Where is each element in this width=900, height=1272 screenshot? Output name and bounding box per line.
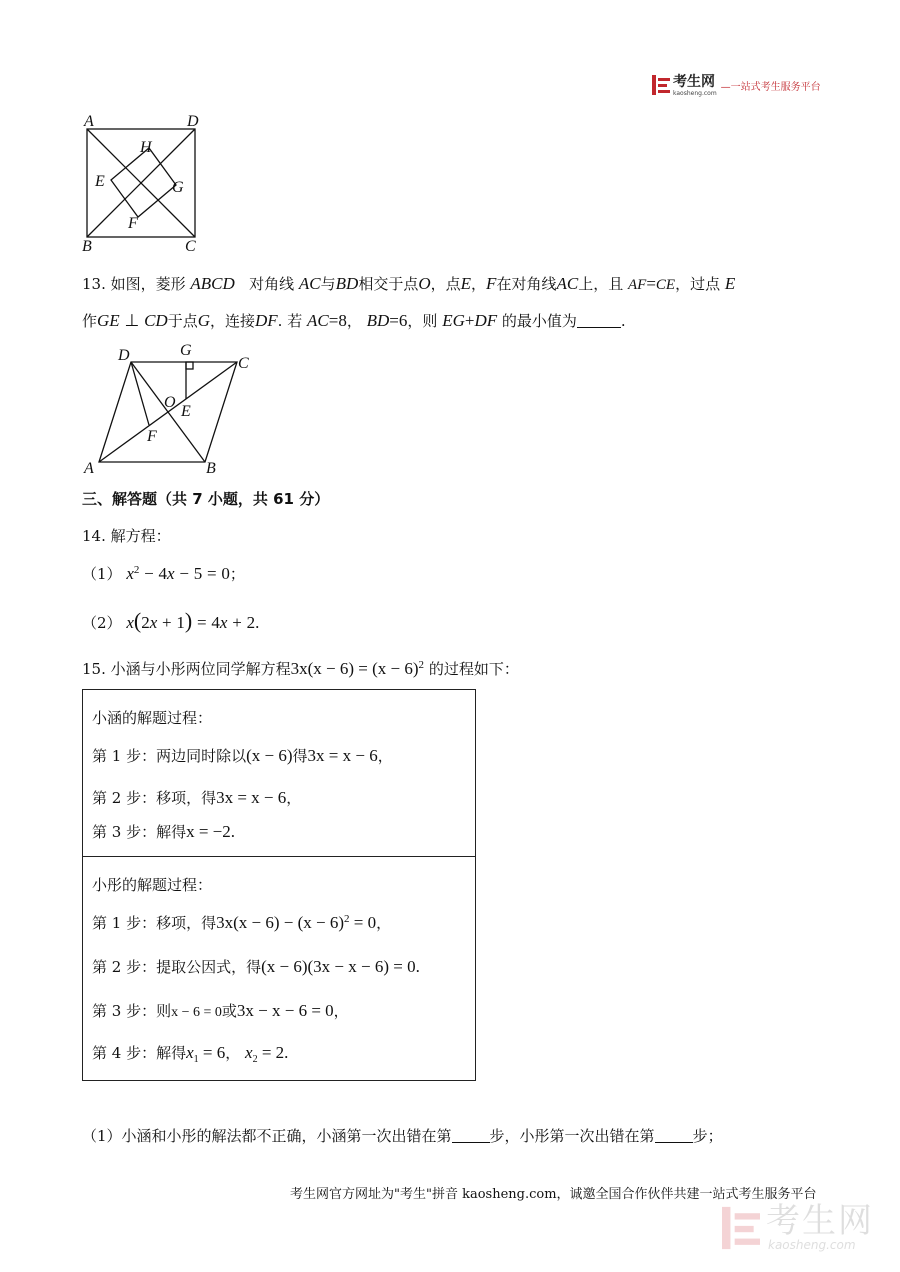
q13-text: ， — [471, 275, 487, 293]
fig12-label-f: F — [128, 215, 138, 232]
step-text: 第 3 步：解得 — [92, 823, 187, 841]
q13-math: AF — [627, 277, 647, 293]
q13-math: AC — [556, 274, 579, 293]
q13-math: EG — [442, 311, 465, 330]
step-text: ， — [376, 914, 392, 932]
xiaotong-step-1 — [92, 912, 391, 933]
q13-text: 于点 — [167, 312, 198, 330]
step-math: 2 — [252, 1054, 258, 1065]
q14-math: 2 — [141, 613, 150, 632]
q13-math: BD — [335, 274, 359, 293]
step-math: = 0 — [349, 913, 377, 932]
q14-math: 4 — [158, 564, 168, 583]
step-text: 第 2 步：提取公因式，得 — [92, 958, 262, 976]
q13-math: = — [646, 274, 656, 293]
step-math: = 2 — [257, 1043, 285, 1062]
q13-math: = — [389, 311, 399, 330]
q13-math: E — [460, 274, 472, 293]
q13-math: AC — [307, 311, 329, 330]
q13-math: F — [486, 274, 497, 293]
step-math: 3x = x − 6 — [307, 746, 378, 765]
q14-math: 5 — [193, 564, 203, 583]
q14-part-1 — [82, 563, 245, 584]
step-math: (x − 6)(3x − x − 6) = 0 — [261, 957, 416, 976]
q15-text: 步； — [692, 1127, 723, 1145]
q13-text: ，连接 — [209, 312, 255, 330]
logo-slogan-text: 一站式考生服务平台 — [730, 81, 821, 93]
q13-math: 8 — [338, 311, 347, 330]
logo-slogan: —一站式考生服务平台 — [720, 81, 821, 93]
xiaotong-solution-box — [82, 856, 476, 1081]
q14-stem: 14. 解方程： — [82, 527, 171, 545]
fig12-label-g: G — [172, 179, 184, 196]
step-math: . — [284, 1043, 289, 1062]
q15-stem — [82, 658, 519, 679]
step-math: x — [186, 1043, 194, 1062]
q13-math: ABCD — [190, 274, 235, 293]
xiaohan-step-1 — [92, 745, 393, 766]
fig13-label-a: A — [84, 460, 94, 477]
fig13-label-g: G — [180, 342, 192, 359]
q14-math: x — [126, 613, 134, 632]
figure-square-efgh — [78, 110, 208, 255]
q14-math: − — [144, 564, 154, 583]
q14-math: 2 — [133, 564, 140, 576]
q14-math: 1 — [176, 613, 185, 632]
step-text: 得 — [292, 747, 308, 765]
fig13-label-d: D — [118, 347, 130, 364]
step-math: 3x(x − 6) − (x − 6) — [216, 913, 345, 932]
step-math: x — [245, 1043, 253, 1062]
step-text: 第 1 步：两边同时除以 — [92, 747, 247, 765]
kaosheng-logo-icon — [652, 75, 670, 95]
q13-math: AC — [298, 274, 321, 293]
watermark-name: 考生网 — [766, 1201, 874, 1241]
fig13-label-b: B — [206, 460, 216, 477]
watermark-text — [760, 1201, 874, 1252]
q15-text: （1）小涵和小彤的解法都不正确，小涵第一次出错在第 — [82, 1127, 452, 1145]
step-text: 第 4 步：解得 — [92, 1044, 187, 1062]
q13-text: 13. 如图，菱形 — [82, 275, 186, 293]
q13-text: . — [620, 312, 626, 330]
q13-math: CE — [655, 277, 676, 293]
step-math: 3x = x − 6 — [216, 788, 287, 807]
q14-math: = — [207, 564, 217, 583]
step-math: 3x − x − 6 = 0 — [236, 1001, 334, 1020]
step-math: x = −2 — [186, 822, 231, 841]
q13-text: 的最小值为 — [501, 312, 577, 330]
q13-math: CD — [144, 311, 168, 330]
section-3-title: 三、解答题（共 7 小题，共 61 分） — [82, 490, 330, 508]
q14-math: x — [167, 564, 175, 583]
q13-math: ⊥ — [124, 311, 140, 330]
header-logo — [652, 72, 821, 98]
q13-text: 与 — [320, 275, 336, 293]
q13-text: 作 — [82, 312, 98, 330]
logo-text — [673, 72, 717, 98]
watermark — [722, 1201, 874, 1252]
q14-math: = — [197, 613, 207, 632]
q14-math: + — [232, 613, 242, 632]
q13-math: = — [328, 311, 339, 330]
step-text: ， — [286, 789, 302, 807]
q13-answer-blank[interactable] — [577, 313, 621, 328]
q14-p1-label: （1） — [82, 565, 122, 583]
q13-math: + — [464, 311, 475, 330]
q15-text: 的过程如下： — [428, 660, 519, 678]
q13-text: . 若 — [277, 312, 303, 330]
q13-math: 6 — [398, 311, 408, 330]
footer-text: 考生网官方网址为"考生"拼音 kaosheng.com，诚邀全国合作伙伴共建一站式考生服务平台 — [290, 1187, 817, 1202]
q13-text: 相交于点 — [358, 275, 419, 293]
q13-line-2 — [82, 310, 626, 331]
q14-math: ( — [133, 608, 142, 633]
q15-text: 步，小彤第一次出错在第 — [489, 1127, 655, 1145]
q14-math: 2 — [246, 613, 256, 632]
xiaotong-title: 小彤的解题过程： — [92, 876, 213, 894]
xiaohan-solution-box — [82, 689, 476, 857]
fig13-label-c: C — [238, 355, 249, 372]
q15-math: 2 — [418, 659, 425, 671]
xiaotong-step-3 — [92, 1000, 349, 1021]
q14-math: x — [126, 564, 134, 583]
q14-math: ) — [184, 608, 193, 633]
q13-math: DF — [255, 311, 278, 330]
logo-domain: kaosheng.com — [673, 90, 717, 97]
step-text: ， — [333, 1002, 349, 1020]
q15-blank-xiaotong[interactable] — [655, 1128, 693, 1143]
fig13-label-e: E — [181, 403, 191, 420]
q14-part-2 — [82, 608, 259, 634]
step-math: . — [230, 822, 236, 841]
q13-math: E — [724, 274, 736, 293]
fig12-label-h: H — [140, 139, 152, 156]
fig12-label-d: D — [187, 113, 199, 130]
q13-math: GE — [97, 311, 120, 330]
q13-math: DF — [474, 311, 498, 330]
xiaohan-step-2 — [92, 787, 301, 808]
q13-text: 对角线 — [249, 275, 295, 293]
logo-brand: 考生网 — [673, 74, 715, 90]
q13-text: ，过点 — [675, 275, 721, 293]
q13-line-1 — [82, 273, 735, 294]
xiaotong-step-4 — [92, 1042, 288, 1065]
step-math: 1 — [193, 1054, 199, 1065]
q14-text: ； — [229, 565, 245, 583]
q15-text: 15. 小涵与小彤两位同学解方程 — [82, 660, 291, 678]
fig12-label-e: E — [95, 173, 105, 190]
fig12-label-c: C — [185, 238, 196, 255]
fig12-label-a: A — [84, 113, 94, 130]
step-text: 第 2 步：移项，得 — [92, 789, 217, 807]
step-math: 2 — [344, 913, 350, 925]
xiaotong-step-2 — [92, 956, 420, 977]
q14-math: . — [255, 613, 260, 632]
step-math: . — [415, 957, 420, 976]
step-text: 或 — [221, 1002, 237, 1020]
watermark-domain: kaosheng.com — [768, 1238, 856, 1252]
q14-math: + — [162, 613, 172, 632]
q13-math: O — [418, 274, 431, 293]
q15-blank-xiaohan[interactable] — [452, 1128, 490, 1143]
q14-math: x — [219, 613, 228, 632]
step-text: 第 3 步：则 — [92, 1002, 172, 1020]
step-text: 第 1 步：移项，得 — [92, 914, 217, 932]
q13-text: ，则 — [407, 312, 438, 330]
q13-text: 在对角线 — [496, 275, 557, 293]
q14-math: 0 — [221, 564, 230, 583]
xiaohan-step-3 — [92, 821, 235, 842]
q13-math: G — [197, 311, 210, 330]
q13-text: ，点 — [430, 275, 461, 293]
q14-math: 4 — [211, 613, 220, 632]
step-math: (x − 6) — [246, 746, 293, 765]
q14-p2-label: （2） — [82, 614, 122, 632]
q14-math: − — [179, 564, 189, 583]
xiaohan-title: 小涵的解题过程： — [92, 709, 213, 727]
fig12-label-b: B — [82, 238, 92, 255]
step-math: x − 6 = 0 — [171, 1005, 222, 1020]
q14-math: x — [149, 613, 158, 632]
step-text: ， — [377, 747, 393, 765]
q13-text: 上，且 — [578, 275, 624, 293]
step-text: ， — [225, 1044, 241, 1062]
q13-math: BD — [366, 311, 390, 330]
q15-sub-1 — [82, 1125, 723, 1146]
watermark-logo-icon — [722, 1206, 760, 1250]
q13-text: ， — [346, 312, 362, 330]
step-math: = 6 — [198, 1043, 226, 1062]
figure-rhombus-abcd — [80, 340, 260, 480]
q15-math: 3x(x − 6) = (x − 6) — [290, 659, 419, 678]
fig13-label-o: O — [164, 394, 176, 411]
fig13-label-f: F — [147, 428, 157, 445]
